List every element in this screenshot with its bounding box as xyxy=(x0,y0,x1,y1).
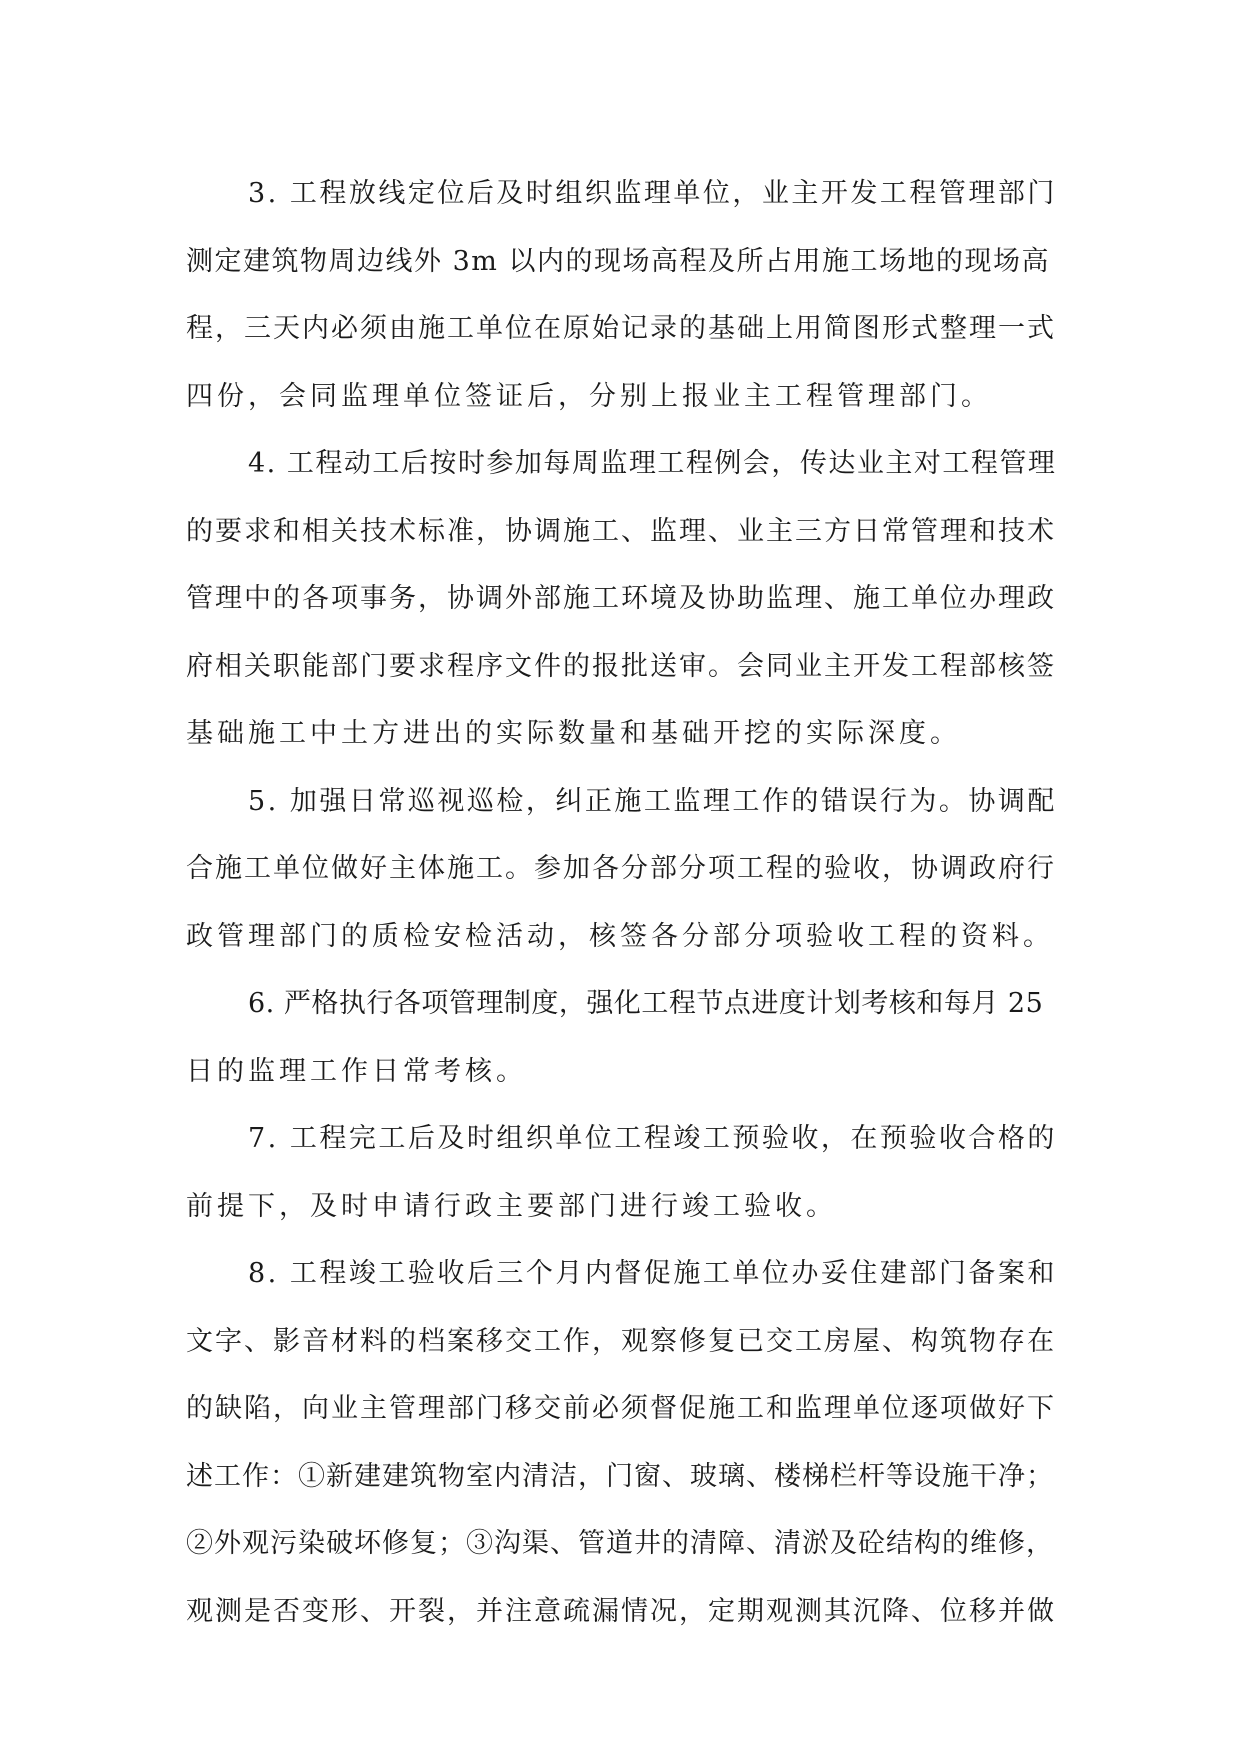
paragraph-line: 述工作：①新建建筑物室内清洁，门窗、玻璃、楼梯栏杆等设施干净； xyxy=(186,1460,1054,1492)
paragraph-line: 管理中的各项事务，协调外部施工环境及协助监理、施工单位办理政 xyxy=(186,583,1056,614)
paragraph-line: 程，三天内必须由施工单位在原始记录的基础上用简图形式整理一式 xyxy=(186,313,1056,344)
paragraph-line: 文字、影音材料的档案移交工作，观察修复已交工房屋、构筑物存在 xyxy=(186,1325,1056,1357)
paragraph-line: 政管理部门的质检安检活动，核签各分部分项验收工程的资料。 xyxy=(186,920,1054,952)
paragraph-5 xyxy=(186,768,1058,971)
paragraph-line: 6. 严格执行各项管理制度，强化工程节点进度计划考核和每月 25 xyxy=(248,988,1044,1019)
paragraph-4 xyxy=(186,430,1058,768)
paragraph-line: 府相关职能部门要求程序文件的报批送审。会同业主开发工程部核签 xyxy=(186,650,1056,682)
paragraph-line: 7. 工程完工后及时组织单位工程竣工预验收，在预验收合格的 xyxy=(248,1123,1057,1154)
paragraph-line: 5. 加强日常巡视巡检，纠正施工监理工作的错误行为。协调配 xyxy=(248,785,1057,817)
paragraph-line: 8. 工程竣工验收后三个月内督促施工单位办妥住建部门备案和 xyxy=(248,1258,1057,1289)
paragraph-line: 测定建筑物周边线外 3m 以内的现场高程及所占用施工场地的现场高 xyxy=(186,245,1050,277)
paragraph-6 xyxy=(186,970,1058,1105)
paragraph-line: 四份，会同监理单位签证后，分别上报业主工程管理部门。 xyxy=(186,380,992,412)
paragraph-line: 基础施工中土方进出的实际数量和基础开挖的实际深度。 xyxy=(186,718,961,749)
paragraph-line: 4. 工程动工后按时参加每周监理工程例会，传达业主对工程管理 xyxy=(248,448,1057,479)
paragraph-8 xyxy=(186,1240,1058,1645)
paragraph-line: 观测是否变形、开裂，并注意疏漏情况，定期观测其沉降、位移并做 xyxy=(186,1595,1056,1627)
paragraph-line: 的缺陷，向业主管理部门移交前必须督促施工和监理单位逐项做好下 xyxy=(186,1393,1056,1424)
paragraph-line: 3. 工程放线定位后及时组织监理单位，业主开发工程管理部门 xyxy=(248,178,1057,209)
paragraph-line: 的要求和相关技术标准，协调施工、监理、业主三方日常管理和技术 xyxy=(186,515,1056,547)
paragraph-3 xyxy=(186,160,1058,430)
paragraph-line: 前提下，及时申请行政主要部门进行竣工验收。 xyxy=(186,1190,837,1222)
paragraph-line: ②外观污染破坏修复；③沟渠、管道井的清障、清淤及砼结构的维修， xyxy=(186,1528,1054,1559)
paragraph-line: 合施工单位做好主体施工。参加各分部分项工程的验收，协调政府行 xyxy=(186,853,1056,884)
paragraph-7 xyxy=(186,1105,1058,1240)
document-body xyxy=(186,160,1058,1645)
paragraph-line: 日的监理工作日常考核。 xyxy=(186,1055,527,1087)
